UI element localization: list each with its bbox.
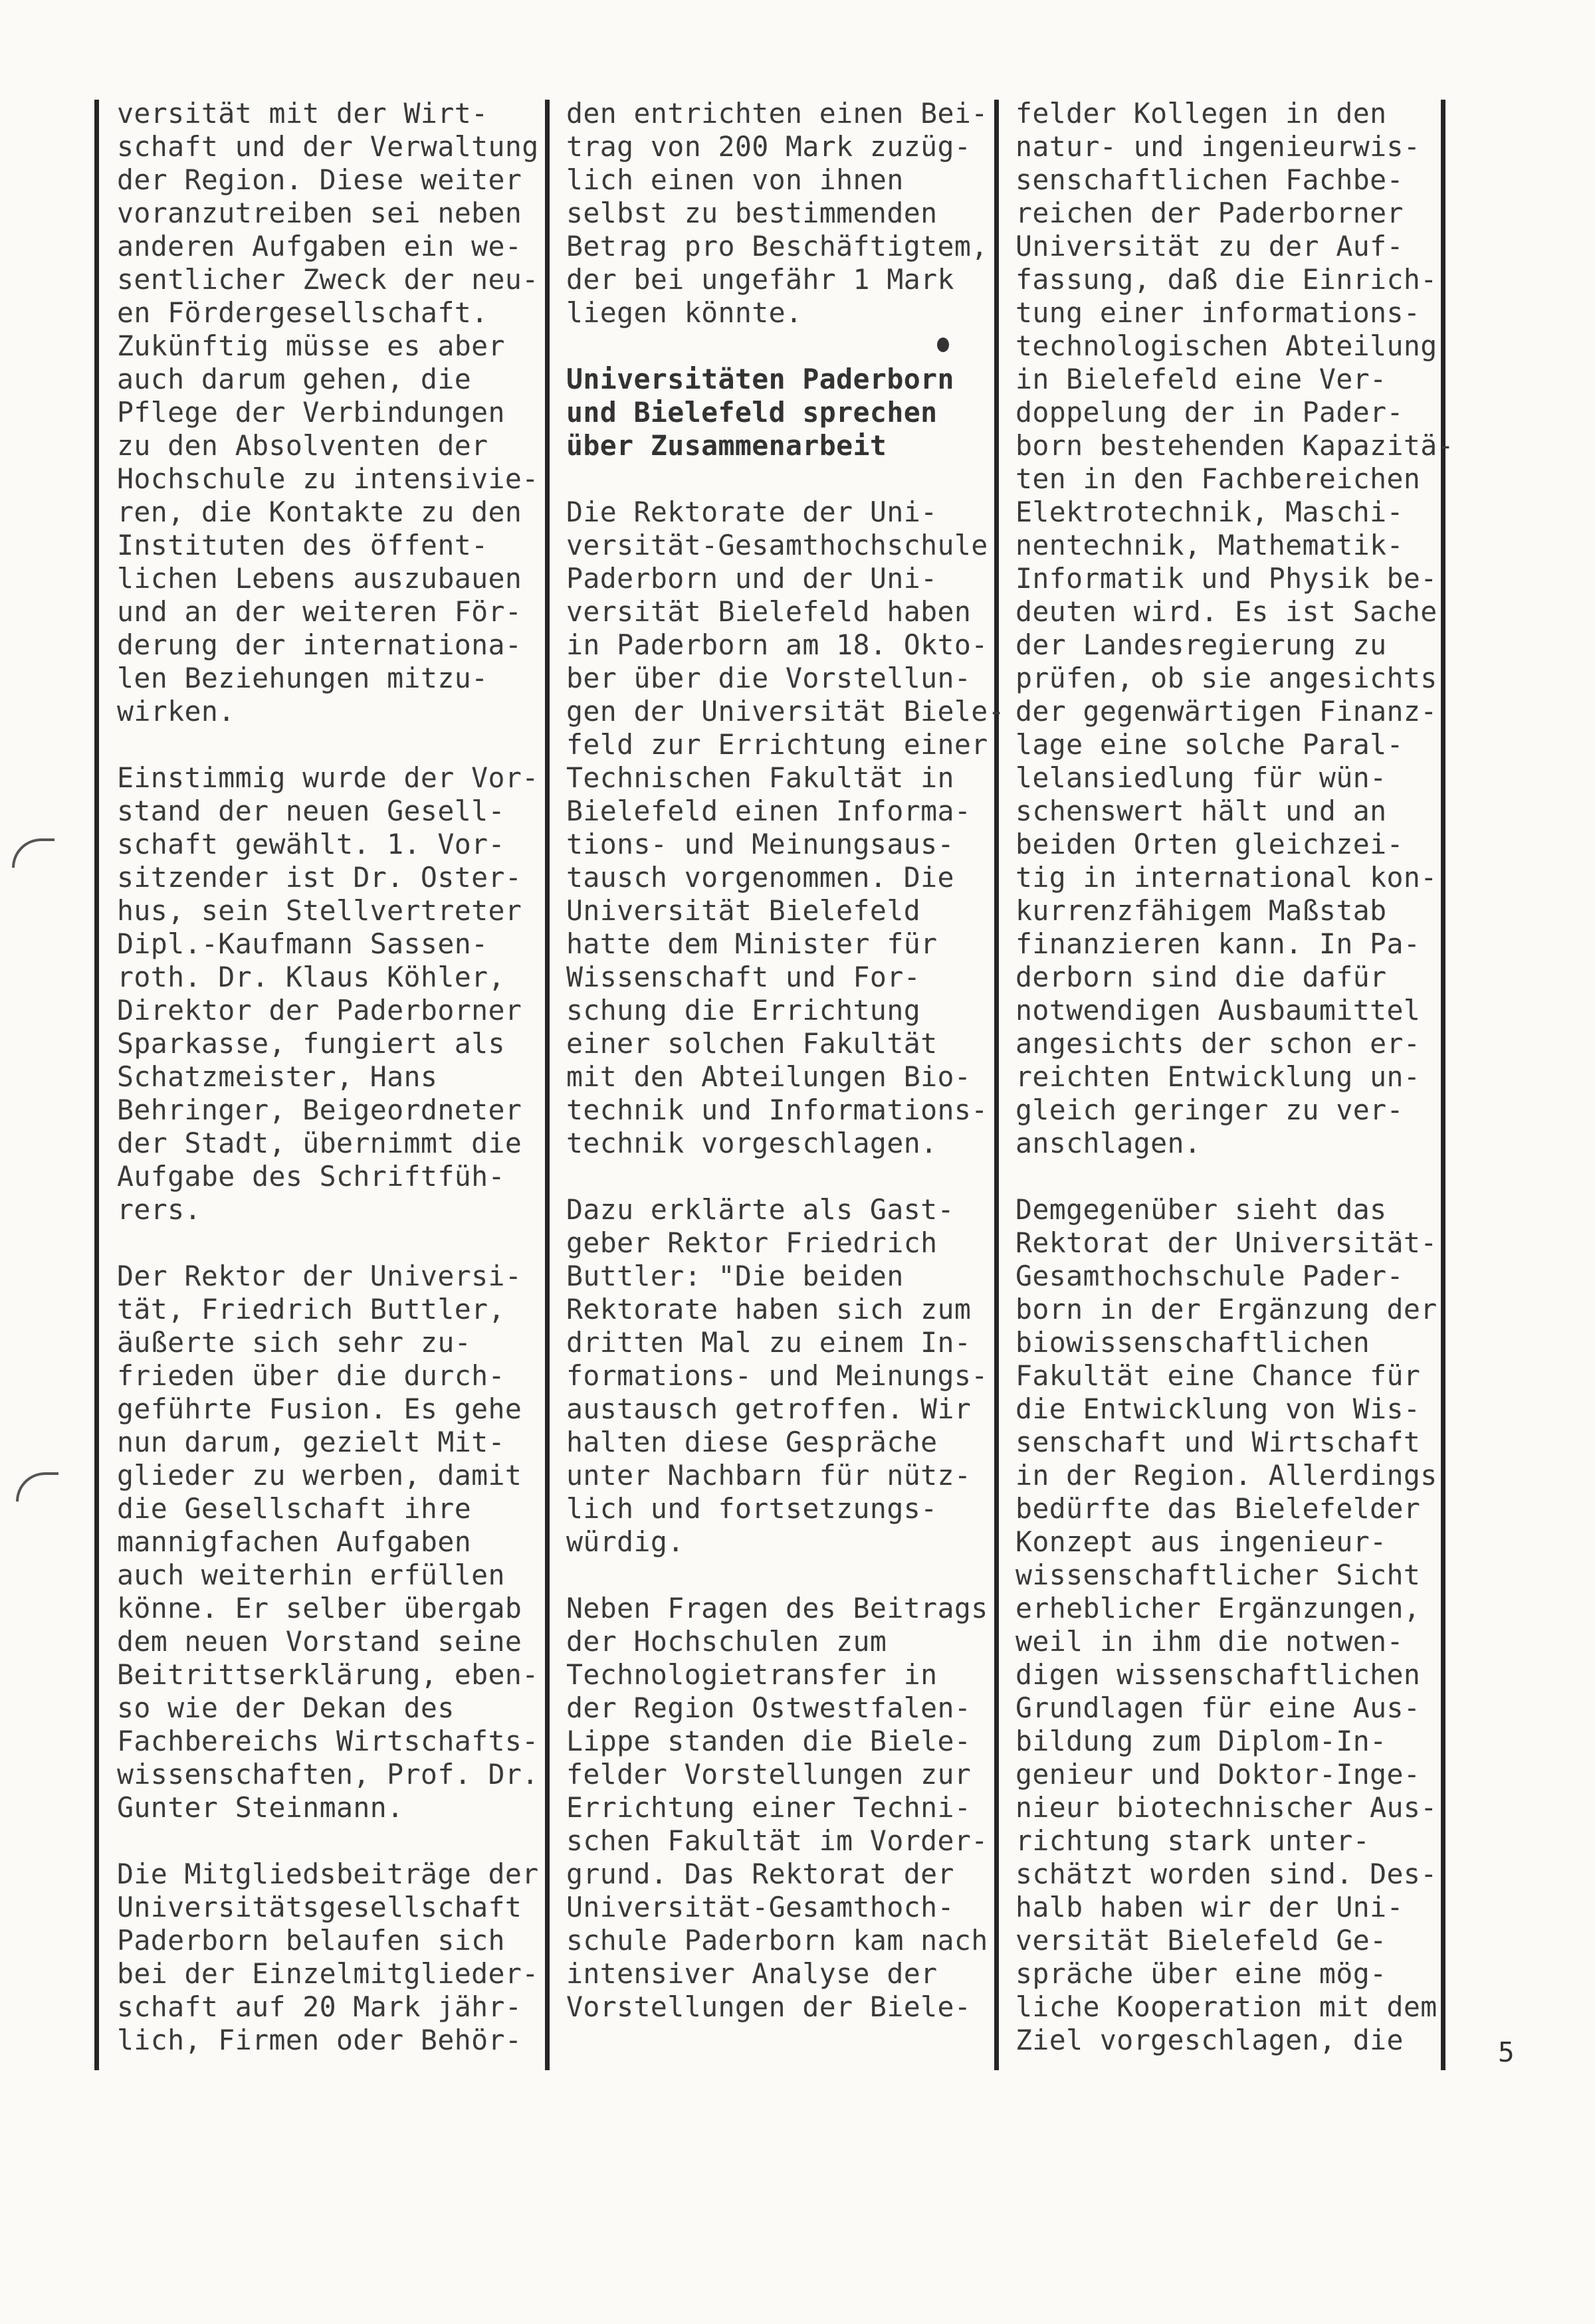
text-line: schenswert hält und an <box>1015 795 1387 827</box>
text-line: stand der neuen Gesell- <box>117 795 505 827</box>
text-line: tig in international kon- <box>1015 861 1437 894</box>
text-line: nieur biotechnischer Aus- <box>1015 1791 1437 1824</box>
text-line: Technologietransfer in <box>566 1658 938 1691</box>
text-line: lich einen von ihnen <box>566 163 904 196</box>
text-line: Wissenschaft und For- <box>566 961 921 993</box>
text-line: wirken. <box>117 695 235 727</box>
text-line: versität Bielefeld haben <box>566 595 972 628</box>
text-line: Technischen Fakultät in <box>566 761 954 794</box>
text-line: und Bielefeld sprechen <box>566 396 938 429</box>
text-line: mannigfachen Aufgaben <box>117 1525 472 1558</box>
text-line: technik und Informations- <box>566 1094 988 1126</box>
text-line: frieden über die durch- <box>117 1359 505 1392</box>
text-line: Bielefeld einen Informa- <box>566 795 972 827</box>
text-line: lich, Firmen oder Behör- <box>117 2024 522 2056</box>
text-line: bedürfte das Bielefelder <box>1015 1492 1421 1525</box>
text-line: schaft und der Verwaltung <box>117 130 539 163</box>
text-line: mit den Abteilungen Bio- <box>566 1060 972 1093</box>
text-line: roth. Dr. Klaus Köhler, <box>117 961 505 993</box>
text-line: Hochschule zu intensivie- <box>117 462 539 495</box>
text-line: Einstimmig wurde der Vor- <box>117 761 539 794</box>
text-line: notwendigen Ausbaumittel <box>1015 994 1421 1026</box>
text-line: lichen Lebens auszubauen <box>117 562 522 595</box>
text-line: der bei ungefähr 1 Mark <box>566 263 954 296</box>
text-line: Universität zu der Auf- <box>1015 230 1404 262</box>
text-line: so wie der Dekan des <box>117 1692 455 1724</box>
text-line: Universität Bielefeld <box>566 894 921 927</box>
text-line: Demgegenüber sieht das <box>1015 1193 1387 1226</box>
text-line: Rektorat der Universität- <box>1015 1226 1437 1259</box>
text-line: Betrag pro Beschäftigtem, <box>566 230 988 262</box>
text-line: lage eine solche Paral- <box>1015 728 1404 761</box>
text-line: Schatzmeister, Hans <box>117 1060 438 1093</box>
text-line: tausch vorgenommen. Die <box>566 861 954 894</box>
text-line: wissenschaften, Prof. Dr. <box>117 1758 539 1791</box>
text-line: formations- und Meinungs- <box>566 1359 988 1392</box>
text-line: Paderborn belaufen sich <box>117 1924 505 1957</box>
text-line: born in der Ergänzung der <box>1015 1293 1437 1325</box>
text-line: fassung, daß die Einrich- <box>1015 263 1437 296</box>
text-line: technologischen Abteilung <box>1015 330 1437 362</box>
text-column-1 <box>117 97 556 2057</box>
text-line: Die Rektorate der Uni- <box>566 496 938 528</box>
text-line: technik vorgeschlagen. <box>566 1127 938 1159</box>
text-line: Informatik und Physik be- <box>1015 562 1437 595</box>
text-line: der Region Ostwestfalen- <box>566 1692 972 1724</box>
text-line: Beitrittserklärung, eben- <box>117 1658 539 1691</box>
paragraph <box>117 97 556 728</box>
text-line: geführte Fusion. Es gehe <box>117 1393 522 1425</box>
section-headline <box>566 363 1005 462</box>
text-line: reichen der Paderborner <box>1015 197 1404 229</box>
text-line: austausch getroffen. Wir <box>566 1393 972 1425</box>
text-line: auch darum gehen, die <box>117 363 472 395</box>
text-line: Grundlagen für eine Aus- <box>1015 1692 1421 1724</box>
text-line: richtung stark unter- <box>1015 1824 1370 1857</box>
text-line: erheblicher Ergänzungen, <box>1015 1592 1421 1624</box>
text-line: deuten wird. Es ist Sache <box>1015 595 1437 628</box>
text-line: bildung zum Diplom-In- <box>1015 1725 1387 1757</box>
paragraph <box>566 97 1005 330</box>
text-line: der Hochschulen zum <box>566 1625 887 1658</box>
text-line: wissenschaftlicher Sicht <box>1015 1559 1421 1591</box>
text-line: nentechnik, Mathematik- <box>1015 529 1404 561</box>
text-line: reichten Entwicklung un- <box>1015 1060 1421 1093</box>
text-line: in Bielefeld eine Ver- <box>1015 363 1387 395</box>
column-rule-1 <box>94 100 99 2070</box>
text-line: trag von 200 Mark zuzüg- <box>566 130 972 163</box>
text-line: schaft auf 20 Mark jähr- <box>117 1990 522 2023</box>
text-line: derborn sind die dafür <box>1015 961 1387 993</box>
text-line: Gunter Steinmann. <box>117 1791 404 1824</box>
text-line: digen wissenschaftlichen <box>1015 1658 1421 1691</box>
text-line: schaft gewählt. 1. Vor- <box>117 828 505 860</box>
text-line: Buttler: "Die beiden <box>566 1260 904 1292</box>
text-column-3 <box>1015 97 1454 2057</box>
text-line: kurrenzfähigem Maßstab <box>1015 894 1387 927</box>
text-line: senschaftlichen Fachbe- <box>1015 163 1404 196</box>
text-line: Lippe standen die Biele- <box>566 1725 972 1757</box>
text-line: glieder zu werben, damit <box>117 1459 522 1492</box>
text-line: Universitäten Paderborn <box>566 363 954 395</box>
text-line: sitzender ist Dr. Oster- <box>117 861 522 894</box>
text-line: äußerte sich sehr zu- <box>117 1326 472 1359</box>
text-line: in der Region. Allerdings <box>1015 1459 1437 1492</box>
text-line: biowissenschaftlichen <box>1015 1326 1370 1359</box>
text-line: Fakultät eine Chance für <box>1015 1359 1421 1392</box>
text-line: geber Rektor Friedrich <box>566 1226 938 1259</box>
text-line: grund. Das Rektorat der <box>566 1858 954 1890</box>
paragraph <box>566 496 1005 1160</box>
text-line: könne. Er selber übergab <box>117 1592 522 1624</box>
text-line: Paderborn und der Uni- <box>566 562 938 595</box>
text-line: spräche über eine mög- <box>1015 1957 1387 1990</box>
text-line: Die Mitgliedsbeiträge der <box>117 1858 539 1890</box>
text-line: Behringer, Beigeordneter <box>117 1094 522 1126</box>
text-line: der Landesregierung zu <box>1015 629 1387 661</box>
text-line: angesichts der schon er- <box>1015 1027 1421 1060</box>
text-line: selbst zu bestimmenden <box>566 197 938 229</box>
text-line: Direktor der Paderborner <box>117 994 522 1026</box>
text-line: halten diese Gespräche <box>566 1426 938 1458</box>
punch-hole-mark-bottom <box>16 1472 58 1501</box>
text-line: prüfen, ob sie angesichts <box>1015 662 1437 694</box>
punch-hole-mark-top <box>12 838 54 868</box>
text-line: gen der Universität Biele- <box>566 695 1006 727</box>
text-line: schätzt worden sind. Des- <box>1015 1858 1437 1890</box>
text-line: tung einer informations- <box>1015 296 1421 329</box>
text-line: doppelung der in Pader- <box>1015 396 1404 429</box>
text-line: Instituten des öffent- <box>117 529 488 561</box>
text-line: feld zur Errichtung einer <box>566 728 988 761</box>
page-number: 5 <box>1498 2036 1515 2068</box>
text-line: einer solchen Fakultät <box>566 1027 938 1060</box>
text-line: beiden Orten gleichzei- <box>1015 828 1404 860</box>
text-line: Elektrotechnik, Maschi- <box>1015 496 1404 528</box>
text-line: ten in den Fachbereichen <box>1015 462 1421 495</box>
text-line: Vorstellungen der Biele- <box>566 1990 972 2023</box>
text-line: dritten Mal zu einem In- <box>566 1326 972 1359</box>
text-line: derung der internationa- <box>117 629 522 661</box>
text-line: Universität-Gesamthoch- <box>566 1891 954 1923</box>
text-line: dem neuen Vorstand seine <box>117 1625 522 1658</box>
text-line: bei der Einzelmitglieder- <box>117 1957 539 1990</box>
text-line: die Entwicklung von Wis- <box>1015 1393 1421 1425</box>
text-line: zu den Absolventen der <box>117 429 488 462</box>
text-line: Dazu erklärte als Gast- <box>566 1193 954 1226</box>
text-line: born bestehenden Kapazitä- <box>1015 429 1455 462</box>
text-line: Zukünftig müsse es aber <box>117 330 505 362</box>
text-line: Fachbereichs Wirtschafts- <box>117 1725 539 1757</box>
text-line: Pflege der Verbindungen <box>117 396 505 429</box>
paragraph <box>566 1592 1005 2024</box>
text-line: natur- und ingenieurwis- <box>1015 130 1421 163</box>
text-line: über Zusammenarbeit <box>566 429 887 462</box>
text-line: den entrichten einen Bei- <box>566 97 988 130</box>
text-line: die Gesellschaft ihre <box>117 1492 472 1525</box>
text-line: Der Rektor der Universi- <box>117 1260 522 1292</box>
text-line: würdig. <box>566 1525 685 1558</box>
text-line: rers. <box>117 1193 201 1226</box>
text-line: len Beziehungen mitzu- <box>117 662 488 694</box>
text-line: felder Kollegen in den <box>1015 97 1387 130</box>
text-line: lich und fortsetzungs- <box>566 1492 938 1525</box>
text-line: ren, die Kontakte zu den <box>117 496 522 528</box>
text-line: hatte dem Minister für <box>566 927 938 960</box>
text-line: finanzieren kann. In Pa- <box>1015 927 1421 960</box>
text-line: Konzept aus ingenieur- <box>1015 1525 1387 1558</box>
text-line: hus, sein Stellvertreter <box>117 894 522 927</box>
paragraph <box>566 1193 1005 1559</box>
text-line: Universitätsgesellschaft <box>117 1891 522 1923</box>
text-line: der gegenwärtigen Finanz- <box>1015 695 1437 727</box>
paragraph <box>117 1260 556 1824</box>
text-line: in Paderborn am 18. Okto- <box>566 629 988 661</box>
text-line: Errichtung einer Techni- <box>566 1791 972 1824</box>
text-line: versität-Gesamthochschule <box>566 529 988 561</box>
text-line: gleich geringer zu ver- <box>1015 1094 1404 1126</box>
text-line: Aufgabe des Schriftfüh- <box>117 1160 505 1193</box>
text-line: genieur und Doktor-Inge- <box>1015 1758 1421 1791</box>
text-line: Neben Fragen des Beitrags <box>566 1592 988 1624</box>
text-line: versität Bielefeld Ge- <box>1015 1924 1387 1957</box>
text-line: anderen Aufgaben ein we- <box>117 230 522 262</box>
text-line: intensiver Analyse der <box>566 1957 938 1990</box>
text-line: unter Nachbarn für nütz- <box>566 1459 972 1492</box>
paragraph <box>1015 1193 1454 2057</box>
text-line: und an der weiteren För- <box>117 595 522 628</box>
text-line: anschlagen. <box>1015 1127 1202 1159</box>
text-line: Sparkasse, fungiert als <box>117 1027 505 1060</box>
text-line: felder Vorstellungen zur <box>566 1758 972 1791</box>
text-line: tions- und Meinungsaus- <box>566 828 954 860</box>
text-line: halb haben wir der Uni- <box>1015 1891 1404 1923</box>
text-line: der Region. Diese weiter <box>117 163 522 196</box>
text-line: versität mit der Wirt- <box>117 97 488 130</box>
text-line: voranzutreiben sei neben <box>117 197 522 229</box>
text-line: auch weiterhin erfüllen <box>117 1559 505 1591</box>
text-line: Dipl.-Kaufmann Sassen- <box>117 927 488 960</box>
text-line: der Stadt, übernimmt die <box>117 1127 522 1159</box>
text-line: schen Fakultät im Vorder- <box>566 1824 988 1857</box>
text-column-2 <box>566 97 1005 2024</box>
text-line: en Fördergesellschaft. <box>117 296 488 329</box>
text-line: Ziel vorgeschlagen, die <box>1015 2024 1404 2056</box>
text-line: liegen könnte. <box>566 296 803 329</box>
text-line: nun darum, gezielt Mit- <box>117 1426 505 1458</box>
text-line: schule Paderborn kam nach <box>566 1924 988 1957</box>
text-line: liche Kooperation mit dem <box>1015 1990 1437 2023</box>
paragraph <box>117 761 556 1226</box>
text-line: weil in ihm die notwen- <box>1015 1625 1404 1658</box>
text-line: sentlicher Zweck der neu- <box>117 263 539 296</box>
text-line: ber über die Vorstellun- <box>566 662 972 694</box>
paragraph <box>117 1858 556 2057</box>
text-line: schung die Errichtung <box>566 994 921 1026</box>
text-line: senschaft und Wirtschaft <box>1015 1426 1421 1458</box>
text-line: lelansiedlung für wün- <box>1015 761 1387 794</box>
paragraph <box>1015 97 1454 1160</box>
text-line: Gesamthochschule Pader- <box>1015 1260 1404 1292</box>
text-line: tät, Friedrich Buttler, <box>117 1293 505 1325</box>
text-line: Rektorate haben sich zum <box>566 1293 972 1325</box>
